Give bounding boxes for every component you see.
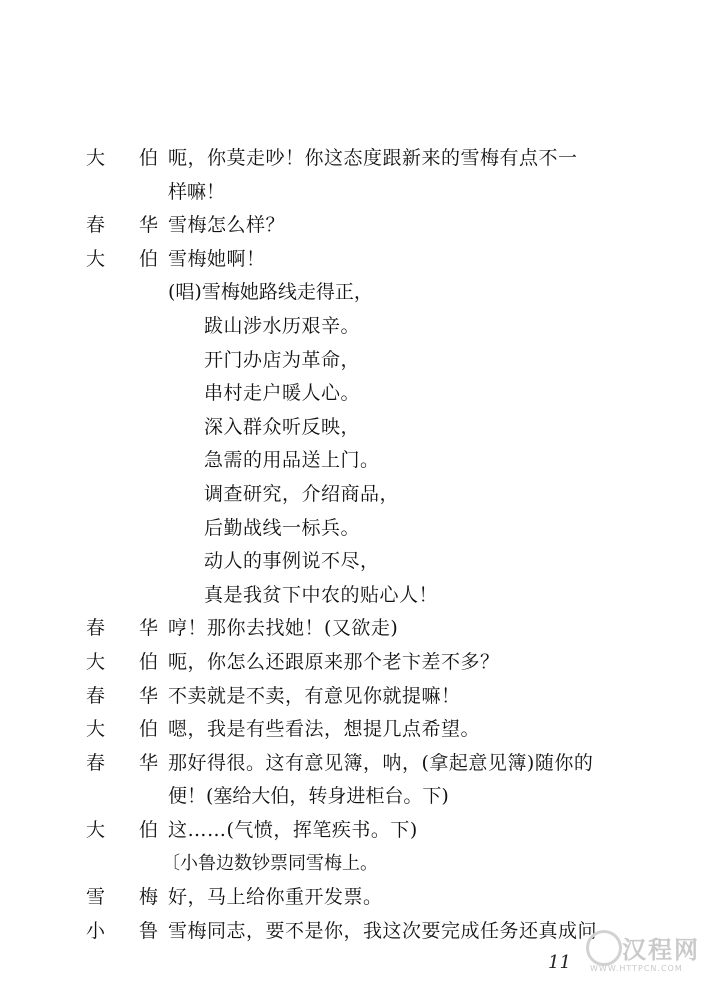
verse-text: 急需的用品送上门。 (204, 449, 380, 471)
speaker-char: 雪 (86, 886, 106, 908)
dialogue-line (0, 713, 710, 745)
speech-text: 雪梅怎么样？ (168, 214, 286, 236)
verse-text: 跋山涉水历艰辛。 (204, 315, 361, 337)
speaker-char: 春 (86, 214, 106, 236)
verse-line (0, 411, 710, 443)
speaker-char: 伯 (138, 718, 158, 740)
watermark-logo-icon (586, 930, 622, 966)
speech-text: 嗯，我是有些看法，想提几点希望。 (168, 718, 481, 740)
watermark-url: WWW.HTTPCN.COM (590, 964, 683, 973)
verse-line (0, 444, 710, 476)
verse-line (0, 478, 710, 510)
dialogue-line (0, 881, 710, 913)
speaker-char: 春 (86, 617, 106, 639)
speech-text: 好，马上给你重开发票。 (168, 886, 383, 908)
speech-text: 那好得很。这有意见簿，呐，(拿起意见簿)随你的 (168, 752, 594, 774)
dialogue-line (0, 142, 710, 174)
speaker-char: 华 (138, 617, 158, 639)
verse-text: 开门办店为革命， (204, 349, 361, 371)
verse-text: 串村走户暖人心。 (204, 382, 361, 404)
speaker-name (86, 243, 158, 275)
speaker-name (86, 142, 158, 174)
page-number: 11 (548, 952, 571, 973)
speaker-char: 梅 (138, 886, 158, 908)
verse-text: 调查研究，介绍商品， (204, 483, 400, 505)
speaker-char: 大 (86, 819, 106, 841)
speaker-char: 大 (86, 651, 106, 673)
speaker-char: 小 (86, 920, 106, 942)
speaker-char: 华 (138, 685, 158, 707)
dialogue-line (0, 646, 710, 678)
continuation-line (0, 780, 710, 812)
dialogue-line (0, 814, 710, 846)
dialogue-line (0, 680, 710, 712)
speaker-char: 伯 (138, 147, 158, 169)
speaker-char: 春 (86, 752, 106, 774)
speaker-char: 伯 (138, 651, 158, 673)
speaker-name (86, 209, 158, 241)
speaker-char: 伯 (138, 819, 158, 841)
continuation-line (0, 276, 710, 308)
speaker-char: 华 (138, 752, 158, 774)
dialogue-line (0, 747, 710, 779)
dialogue-line (0, 209, 710, 241)
verse-line (0, 310, 710, 342)
verse-text: 动人的事例说不尽， (204, 550, 380, 572)
speaker-char: 春 (86, 685, 106, 707)
watermark-title: 汉程网 (622, 936, 700, 964)
speech-text: 哼！那你去找她！(又欲走) (168, 617, 399, 639)
speaker-char: 大 (86, 147, 106, 169)
dialogue-line (0, 612, 710, 644)
verse-line (0, 377, 710, 409)
stage-direction-text: 〔小鲁边数钞票同雪梅上。 (162, 853, 378, 874)
speaker-name (86, 747, 158, 779)
verse-text: 深入群众听反映， (204, 416, 361, 438)
verse-line (0, 545, 710, 577)
continuation-text: 样嘛！ (168, 181, 226, 203)
speaker-char: 鲁 (138, 920, 158, 942)
speaker-name (86, 814, 158, 846)
speech-text: 雪梅同志，要不是你，我这次要完成任务还真成问 (168, 920, 598, 942)
speaker-name (86, 646, 158, 678)
continuation-line (0, 176, 710, 208)
watermark (586, 930, 706, 980)
speech-text: 不卖就是不卖，有意见你就提嘛！ (168, 685, 461, 707)
speech-text: 呃，你莫走吵！你这态度跟新来的雪梅有点不一 (168, 147, 578, 169)
continuation-text: (唱)雪梅她路线走得正， (168, 281, 373, 303)
speech-text: 呃，你怎么还跟原来那个老卞差不多？ (168, 651, 500, 673)
verse-line (0, 579, 710, 611)
verse-text: 后勤战线一标兵。 (204, 517, 361, 539)
speaker-char: 大 (86, 718, 106, 740)
speaker-char: 大 (86, 248, 106, 270)
speaker-name (86, 915, 158, 947)
verse-line (0, 344, 710, 376)
dialogue-line (0, 243, 710, 275)
speaker-name (86, 713, 158, 745)
speaker-char: 伯 (138, 248, 158, 270)
continuation-text: 便！(塞给大伯，转身进柜台。下) (168, 785, 449, 807)
speaker-char: 华 (138, 214, 158, 236)
speaker-name (86, 612, 158, 644)
speaker-name (86, 680, 158, 712)
speaker-name (86, 881, 158, 913)
verse-text: 真是我贫下中农的贴心人！ (204, 584, 439, 606)
speech-text: 雪梅她啊！ (168, 248, 266, 270)
verse-line (0, 512, 710, 544)
speech-text: 这……(气愤，挥笔疾书。下) (168, 819, 418, 841)
stage-direction-line (0, 848, 710, 880)
